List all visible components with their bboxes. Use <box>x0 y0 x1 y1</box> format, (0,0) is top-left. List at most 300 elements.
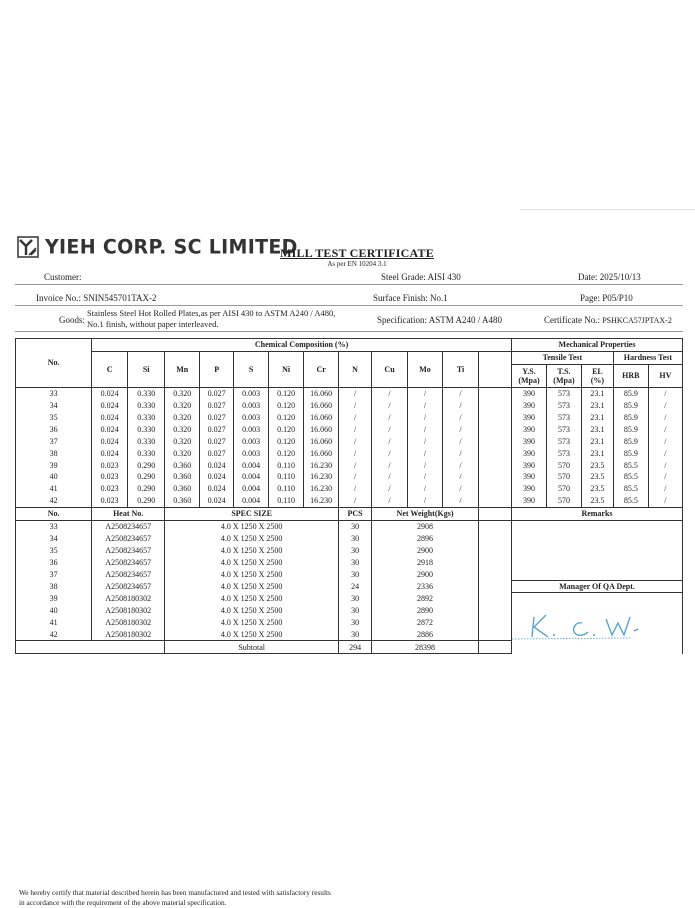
blank-cell <box>479 447 512 459</box>
cell-c: 0.023 <box>92 483 128 495</box>
cell-el: 23.1 <box>581 447 613 459</box>
row-number: 41 <box>16 617 92 629</box>
spec-size-cell: 4.0 X 1250 X 2500 <box>165 593 339 605</box>
cell-c: 0.023 <box>92 459 128 471</box>
cell-ys: 390 <box>511 412 546 424</box>
element-header-p: P <box>200 351 234 387</box>
spec-size-cell: 4.0 X 1250 X 2500 <box>165 629 339 641</box>
cell-hv: / <box>648 400 682 412</box>
pcs-cell: 30 <box>339 568 372 580</box>
cell-p: 0.027 <box>200 412 234 424</box>
certificate-number-value: PSHKCA57JPTAX-2 <box>602 316 672 325</box>
cell-el: 23.1 <box>581 435 613 447</box>
row-number: 35 <box>16 412 92 424</box>
cell-cu: / <box>372 471 408 483</box>
cell-p: 0.027 <box>200 400 234 412</box>
blank-cell <box>479 423 512 435</box>
spec-size-cell: 4.0 X 1250 X 2500 <box>165 580 339 593</box>
certification-line-1: We hereby certify that material described herein has been manufactured and tested with satisfactory results <box>19 888 331 897</box>
cell-mn: 0.320 <box>165 435 200 447</box>
row-number: 36 <box>16 556 92 568</box>
cell-hrb: 85.9 <box>613 435 648 447</box>
table-row <box>16 495 683 507</box>
hrb-header: HRB <box>613 364 648 387</box>
cell-ts: 573 <box>546 423 581 435</box>
cell-n: / <box>339 471 372 483</box>
customer-field <box>44 272 82 282</box>
remarks-area <box>511 520 682 580</box>
row-number: 38 <box>16 580 92 593</box>
cell-el: 23.5 <box>581 471 613 483</box>
cell-ni: 0.120 <box>269 400 304 412</box>
cell-cr: 16.060 <box>304 435 339 447</box>
row-number: 42 <box>16 495 92 507</box>
title-block <box>277 246 437 268</box>
cell-el: 23.1 <box>581 387 613 399</box>
cell-s: 0.003 <box>234 447 269 459</box>
header-divider <box>15 305 683 306</box>
cell-mo: / <box>408 387 443 399</box>
blank-cell <box>479 400 512 412</box>
element-header-cr: Cr <box>304 351 339 387</box>
cell-hrb: 85.5 <box>613 483 648 495</box>
cell-si: 0.290 <box>128 495 165 507</box>
blank-cell <box>479 544 512 556</box>
net-weight-cell: 2900 <box>372 544 479 556</box>
mechanical-properties-header: Mechanical Properties <box>511 339 682 352</box>
cell-p: 0.024 <box>200 471 234 483</box>
row-number: 37 <box>16 435 92 447</box>
cell-s: 0.004 <box>234 483 269 495</box>
cell-si: 0.330 <box>128 447 165 459</box>
heat-no-cell: A2508180302 <box>92 593 165 605</box>
cell-el: 23.5 <box>581 495 613 507</box>
cell-ys: 390 <box>511 495 546 507</box>
pcs-cell: 30 <box>339 605 372 617</box>
cell-cr: 16.230 <box>304 471 339 483</box>
row-number: 34 <box>16 532 92 544</box>
cell-cu: / <box>372 387 408 399</box>
cell-cr: 16.060 <box>304 423 339 435</box>
cell-ys: 390 <box>511 483 546 495</box>
table-row <box>16 459 683 471</box>
heat-no-cell: A2508234657 <box>92 568 165 580</box>
net-weight-cell: 2896 <box>372 532 479 544</box>
cell-s: 0.003 <box>234 387 269 399</box>
cell-n: / <box>339 423 372 435</box>
net-weight-header: Net Weight(Kgs) <box>372 507 479 520</box>
certificate-number-label: Certificate No.: <box>544 315 600 325</box>
pcs-cell: 30 <box>339 593 372 605</box>
cell-ys: 390 <box>511 387 546 399</box>
surface-finish-field <box>373 293 448 303</box>
element-header-n: N <box>339 351 372 387</box>
cell-el: 23.1 <box>581 423 613 435</box>
cell-si: 0.290 <box>128 471 165 483</box>
cell-n: / <box>339 459 372 471</box>
tensile-test-header: Tensile Test <box>511 351 613 364</box>
cell-c: 0.024 <box>92 435 128 447</box>
ts-header <box>546 364 581 387</box>
ts-label: T.S. <box>557 366 571 376</box>
heat-no-cell: A2508234657 <box>92 532 165 544</box>
subtotal-label: Subtotal <box>165 641 339 654</box>
cell-s: 0.003 <box>234 412 269 424</box>
heat-no-cell: A2508234657 <box>92 544 165 556</box>
cell-cu: / <box>372 423 408 435</box>
cell-hv: / <box>648 495 682 507</box>
cell-hv: / <box>648 423 682 435</box>
date-field <box>578 272 641 282</box>
cell-s: 0.003 <box>234 435 269 447</box>
cell-hv: / <box>648 412 682 424</box>
cell-ni: 0.120 <box>269 447 304 459</box>
cell-hrb: 85.9 <box>613 412 648 424</box>
blank-header <box>479 351 512 387</box>
specification-value: ASTM A240 / A480 <box>428 315 503 325</box>
cell-el: 23.1 <box>581 412 613 424</box>
cell-c: 0.024 <box>92 412 128 424</box>
cell-p: 0.027 <box>200 447 234 459</box>
blank-cell <box>479 459 512 471</box>
row-number: 39 <box>16 593 92 605</box>
cell-p: 0.024 <box>200 495 234 507</box>
blank-cell <box>479 412 512 424</box>
element-header-cu: Cu <box>372 351 408 387</box>
cell-mn: 0.320 <box>165 412 200 424</box>
table-row <box>16 520 683 532</box>
cell-ts: 573 <box>546 412 581 424</box>
row-number: 37 <box>16 568 92 580</box>
net-weight-cell: 2900 <box>372 568 479 580</box>
specification-label: Specification: <box>377 315 427 325</box>
cell-cr: 16.230 <box>304 459 339 471</box>
cell-el: 23.5 <box>581 483 613 495</box>
pcs-cell: 30 <box>339 617 372 629</box>
ys-header <box>511 364 546 387</box>
cell-cu: / <box>372 447 408 459</box>
pcs-cell: 30 <box>339 556 372 568</box>
table-row <box>16 423 683 435</box>
cell-mn: 0.320 <box>165 447 200 459</box>
cell-ts: 570 <box>546 483 581 495</box>
heat-no-cell: A2508234657 <box>92 520 165 532</box>
cell-cr: 16.060 <box>304 447 339 459</box>
blank-cell <box>479 435 512 447</box>
cell-mo: / <box>408 459 443 471</box>
remarks-header: Remarks <box>511 507 682 520</box>
date-value: 2025/10/13 <box>599 272 641 282</box>
customer-label: Customer: <box>44 272 82 282</box>
row-number: 36 <box>16 423 92 435</box>
heat-no-cell: A2508180302 <box>92 617 165 629</box>
blank-cell <box>479 593 512 605</box>
cell-p: 0.024 <box>200 483 234 495</box>
cell-mn: 0.360 <box>165 471 200 483</box>
cell-cu: / <box>372 483 408 495</box>
steel-grade-label: Steel Grade: <box>381 272 426 282</box>
cell-n: / <box>339 400 372 412</box>
cell-ts: 570 <box>546 471 581 483</box>
blank-cell <box>479 568 512 580</box>
certification-line-2: in accordance with the requirement of the above material specification. <box>19 898 227 907</box>
cell-hv: / <box>648 483 682 495</box>
cell-mn: 0.360 <box>165 459 200 471</box>
cell-mo: / <box>408 435 443 447</box>
cell-mn: 0.320 <box>165 387 200 399</box>
heat-no-header: Heat No. <box>92 507 165 520</box>
row-number: 42 <box>16 629 92 641</box>
cell-si: 0.330 <box>128 423 165 435</box>
el-label: EL <box>592 366 603 376</box>
net-weight-cell: 2890 <box>372 605 479 617</box>
element-header-mn: Mn <box>165 351 200 387</box>
spec-size-cell: 4.0 X 1250 X 2500 <box>165 605 339 617</box>
cell-ys: 390 <box>511 435 546 447</box>
spec-size-cell: 4.0 X 1250 X 2500 <box>165 556 339 568</box>
steel-grade-value: AISI 430 <box>427 272 461 282</box>
cell-p: 0.027 <box>200 387 234 399</box>
pack-no-header: No. <box>16 507 92 520</box>
cell-hrb: 85.9 <box>613 387 648 399</box>
steel-grade-field <box>381 272 461 282</box>
header-divider <box>15 284 683 285</box>
blank-cell <box>479 556 512 568</box>
ts-unit: (Mpa) <box>553 375 575 385</box>
spec-size-cell: 4.0 X 1250 X 2500 <box>165 544 339 556</box>
date-label: Date: <box>578 272 598 282</box>
cell-cr: 16.230 <box>304 495 339 507</box>
table-row <box>16 483 683 495</box>
cell-n: / <box>339 435 372 447</box>
cell-si: 0.330 <box>128 435 165 447</box>
row-number: 34 <box>16 400 92 412</box>
cell-c: 0.024 <box>92 447 128 459</box>
blank-cell <box>479 495 512 507</box>
certificate-number-field <box>544 315 672 325</box>
blank-cell <box>479 617 512 629</box>
cell-c: 0.023 <box>92 471 128 483</box>
cell-p: 0.027 <box>200 435 234 447</box>
header-divider <box>15 331 683 332</box>
blank-header <box>479 507 512 520</box>
cell-si: 0.330 <box>128 400 165 412</box>
cell-ts: 570 <box>546 459 581 471</box>
cell-p: 0.027 <box>200 423 234 435</box>
scan-artifact-line <box>520 209 695 210</box>
row-number: 33 <box>16 387 92 399</box>
heat-no-cell: A2508234657 <box>92 556 165 568</box>
cell-n: / <box>339 412 372 424</box>
cell-cu: / <box>372 400 408 412</box>
cell-ys: 390 <box>511 447 546 459</box>
spec-size-header: SPEC SIZE <box>165 507 339 520</box>
qa-manager-label: Manager Of QA Dept. <box>511 580 682 593</box>
table-row <box>16 447 683 459</box>
blank-cell <box>479 580 512 593</box>
spec-size-cell: 4.0 X 1250 X 2500 <box>165 520 339 532</box>
pcs-cell: 24 <box>339 580 372 593</box>
chemical-composition-header: Chemical Composition (%) <box>92 339 512 352</box>
qa-signature <box>512 607 652 643</box>
cell-cu: / <box>372 495 408 507</box>
page-field <box>580 293 633 303</box>
cell-si: 0.330 <box>128 387 165 399</box>
heat-no-cell: A2508180302 <box>92 629 165 641</box>
invoice-label: Invoice No.: <box>36 293 81 303</box>
row-number: 40 <box>16 471 92 483</box>
cell-hv: / <box>648 471 682 483</box>
pcs-cell: 30 <box>339 532 372 544</box>
cell-cr: 16.060 <box>304 400 339 412</box>
pcs-cell: 30 <box>339 520 372 532</box>
cell-mo: / <box>408 400 443 412</box>
element-header-s: S <box>234 351 269 387</box>
invoice-value: SNIN545701TAX-2 <box>83 293 157 303</box>
cell-ys: 390 <box>511 400 546 412</box>
cell-hrb: 85.9 <box>613 400 648 412</box>
cell-ys: 390 <box>511 459 546 471</box>
net-weight-cell: 2908 <box>372 520 479 532</box>
page-value: P05/P10 <box>602 293 633 303</box>
cell-hv: / <box>648 447 682 459</box>
table-row <box>16 580 683 593</box>
table-row <box>16 593 683 605</box>
goods-line-2: No.1 finish, without paper interleaved. <box>87 319 219 329</box>
cell-hrb: 85.5 <box>613 495 648 507</box>
cell-s: 0.004 <box>234 495 269 507</box>
el-unit: (%) <box>590 375 605 385</box>
hv-header: HV <box>648 364 682 387</box>
table-row <box>16 471 683 483</box>
blank-cell <box>479 387 512 399</box>
table-row <box>16 387 683 399</box>
spec-size-cell: 4.0 X 1250 X 2500 <box>165 532 339 544</box>
cell-n: / <box>339 483 372 495</box>
net-weight-cell: 2886 <box>372 629 479 641</box>
cell-c: 0.023 <box>92 495 128 507</box>
subtotal-pcs: 294 <box>339 641 372 654</box>
cell-mn: 0.320 <box>165 423 200 435</box>
cell-cr: 16.060 <box>304 387 339 399</box>
net-weight-cell: 2336 <box>372 580 479 593</box>
cell-cu: / <box>372 412 408 424</box>
pcs-cell: 30 <box>339 544 372 556</box>
cell-ts: 573 <box>546 435 581 447</box>
blank-cell <box>479 520 512 532</box>
cell-c: 0.024 <box>92 387 128 399</box>
cell-s: 0.003 <box>234 400 269 412</box>
company-logo-icon <box>17 236 39 258</box>
cell-hv: / <box>648 387 682 399</box>
cell-mn: 0.360 <box>165 483 200 495</box>
el-header <box>581 364 613 387</box>
document-subtitle: As per EN 10204 3.1 <box>327 260 387 268</box>
blank-cell <box>479 641 512 654</box>
cell-ni: 0.110 <box>269 459 304 471</box>
element-header-ni: Ni <box>269 351 304 387</box>
cell-ts: 570 <box>546 495 581 507</box>
page-label: Page: <box>580 293 600 303</box>
cell-mo: / <box>408 483 443 495</box>
specification-field <box>377 315 502 325</box>
element-header-c: C <box>92 351 128 387</box>
certification-statement <box>19 888 331 908</box>
cell-s: 0.004 <box>234 459 269 471</box>
cell-s: 0.004 <box>234 471 269 483</box>
row-number: 39 <box>16 459 92 471</box>
ys-label: Y.S. <box>522 366 536 376</box>
cell-hrb: 85.9 <box>613 423 648 435</box>
cell-hrb: 85.5 <box>613 459 648 471</box>
cell-ti: / <box>443 412 479 424</box>
cell-n: / <box>339 495 372 507</box>
hardness-test-header: Hardness Test <box>613 351 682 364</box>
cell-mo: / <box>408 412 443 424</box>
cell-hrb: 85.5 <box>613 471 648 483</box>
goods-line-1: Stainless Steel Hot Rolled Plates,as per AISI 430 to ASTM A240 / A480, <box>87 308 336 318</box>
cell-ni: 0.110 <box>269 471 304 483</box>
cell-ti: / <box>443 447 479 459</box>
surface-finish-label: Surface Finish: <box>373 293 428 303</box>
goods-label: Goods: <box>59 315 86 325</box>
cell-hv: / <box>648 435 682 447</box>
cell-mn: 0.360 <box>165 495 200 507</box>
spec-size-cell: 4.0 X 1250 X 2500 <box>165 617 339 629</box>
no-header: No. <box>16 339 92 388</box>
net-weight-cell: 2892 <box>372 593 479 605</box>
surface-finish-value: No.1 <box>430 293 448 303</box>
row-number: 38 <box>16 447 92 459</box>
element-header-mo: Mo <box>408 351 443 387</box>
table-row <box>16 400 683 412</box>
blank-cell <box>479 605 512 617</box>
table-row <box>16 435 683 447</box>
cell-ni: 0.110 <box>269 483 304 495</box>
cell-ti: / <box>443 400 479 412</box>
cell-ts: 573 <box>546 387 581 399</box>
blank-cell <box>479 532 512 544</box>
cell-c: 0.024 <box>92 400 128 412</box>
cell-ys: 390 <box>511 423 546 435</box>
cell-cr: 16.060 <box>304 412 339 424</box>
net-weight-cell: 2872 <box>372 617 479 629</box>
heat-no-cell: A2508180302 <box>92 605 165 617</box>
pcs-cell: 30 <box>339 629 372 641</box>
cell-mo: / <box>408 423 443 435</box>
cell-cr: 16.230 <box>304 483 339 495</box>
blank-cell <box>479 483 512 495</box>
cell-si: 0.330 <box>128 412 165 424</box>
cell-cu: / <box>372 459 408 471</box>
cell-ni: 0.120 <box>269 412 304 424</box>
spec-size-cell: 4.0 X 1250 X 2500 <box>165 568 339 580</box>
cell-ni: 0.120 <box>269 387 304 399</box>
cell-ts: 573 <box>546 400 581 412</box>
cell-ni: 0.120 <box>269 435 304 447</box>
blank-cell <box>16 641 165 654</box>
cell-ys: 390 <box>511 471 546 483</box>
row-number: 41 <box>16 483 92 495</box>
cell-ti: / <box>443 423 479 435</box>
cell-el: 23.1 <box>581 400 613 412</box>
cell-ts: 573 <box>546 447 581 459</box>
row-number: 35 <box>16 544 92 556</box>
pcs-header: PCS <box>339 507 372 520</box>
element-header-si: Si <box>128 351 165 387</box>
net-weight-cell: 2918 <box>372 556 479 568</box>
cell-cu: / <box>372 435 408 447</box>
